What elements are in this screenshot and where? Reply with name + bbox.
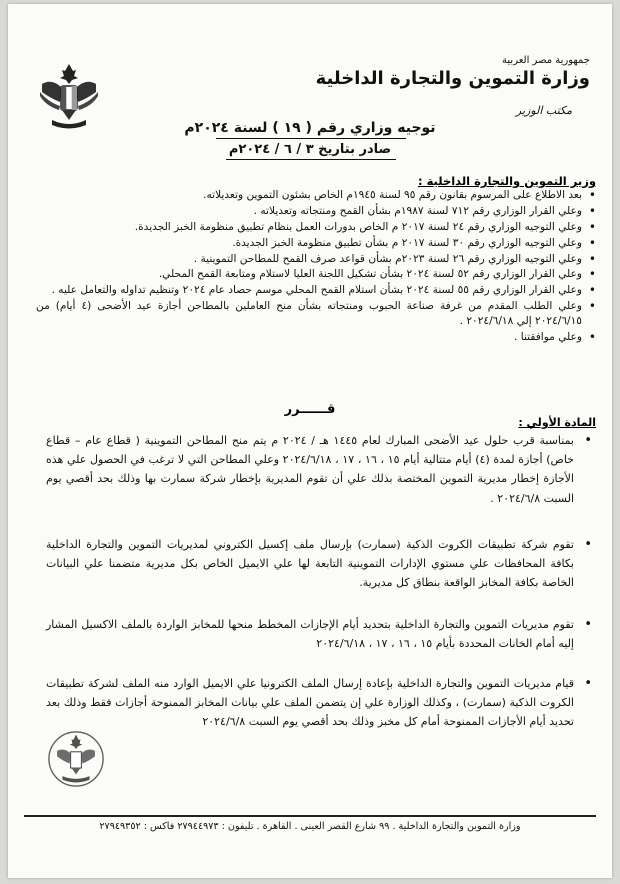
article-paragraph: • بمناسبة قرب حلول عيد الأضحى المبارك لعام ١٤٤٥ هـ / ٢٠٢٤ م يتم منح المطاحن التموينية ( قطاع عام – قطاع خاص) أجازة لمدة (٤) أيام متتالية أيام ١٥ ، ١٦ ، ١٧ ، ٢٠٢٤/٦/١٨ وعلي المطاحن التي لا ترغب في الحصول علي هذه الأجازة إخطار مديرية التموين المختصة بذلك علي أن تقوم المديرية بإخطار شركة سمارت بها وذلك بحد أقصي يوم السبت ٢٠٢٤/٦/٨ . bbox=[46, 431, 574, 508]
minister-heading: وزير التموين والتجارة الداخلية : bbox=[417, 174, 596, 188]
preamble-item: • وعلي القرار الوزاري رقم ٥٥ لسنة ٢٠٢٤ بشأن استلام القمح المحلي موسم حصاد عام ٢٠٢٤ وتنظيم تداوله والتعامل عليه . bbox=[36, 283, 596, 298]
article-paragraph: • قيام مديريات التموين والتجارة الداخلية بإعادة إرسال الملف الكترونيا علي الايميل الوارد منه الملف لشركة تطبيقات الكروت الذكية (سمارت) ، وكذلك الوزارة علي إن يتضمن الملف علي بيانات المخابز الممنوحة أجازات فقط وذلك بعد تحديد أيام الأجازات الممنوحة أمام كل مخبز وذلك بحد أقصي يوم السبت ٢٠٢٤/٦/٨ bbox=[46, 674, 574, 732]
ministry-name: وزارة التموين والتجارة الداخلية bbox=[315, 68, 590, 89]
decision-heading: قــــــرر bbox=[284, 402, 336, 417]
minister-office-label: مكتب الوزير bbox=[515, 104, 572, 117]
title-underline bbox=[216, 138, 406, 139]
article-paragraph: • تقوم مديريات التموين والتجارة الداخلية بتحديد أيام الإجازات المخطط منحها للمخابز الواردة بالملف الاكسيل المشار إليه أمام الخانات المحددة بأيام ١٥ ، ١٦ ، ١٧ ، ٢٠٢٤/٦/١٨ bbox=[46, 615, 574, 653]
article-paragraph: • تقوم شركة تطبيقات الكروت الذكية (سمارت) بإرسال ملف إكسيل الكتروني لمديريات التموين والتجارة الداخلية بكافة المحافظات علي مستوي الإدارات التموينية التابعة لها علي الايميل الخاص بكل مديرية متضمنا علي البيانات الخاصة بكافة المخابز الواقعة بنطاق كل مديرية. bbox=[46, 535, 574, 593]
preamble-item: • وعلي التوجيه الوزاري رقم ٢٤ لسنة ٢٠١٧ م الخاص بدورات العمل بنظام تطبيق منظومة الخبز الجديدة. bbox=[36, 220, 596, 235]
directive-title: توجيه وزاري رقم ( ١٩ ) لسنة ٢٠٢٤م bbox=[184, 120, 436, 136]
date-underline bbox=[226, 159, 396, 160]
article-heading: المادة الأولي : bbox=[518, 416, 596, 429]
footer-address: وزارة التموين والتجارة الداخلية . ٩٩ شارع القصر العينى . القاهرة . تليفون : ٢٧٩٤٤٩٧٣ فاكس : ٢٧٩٤٩٣٥٢ bbox=[99, 821, 521, 832]
preamble-item: • بعد الاطلاع على المرسوم بقانون رقم ٩٥ لسنة ١٩٤٥م الخاص بشئون التموين وتعديلاته. bbox=[36, 188, 596, 203]
preamble-item: • وعلي موافقتنا . bbox=[36, 330, 596, 345]
preamble-item: • وعلي الطلب المقدم من غرفة صناعة الحبوب ومنتجاته بشأن منح العاملين بالمطاحن أجازة عيد الأضحى (٤ أيام) من ٢٠٢٤/٦/١٥ إلي ٢٠٢٤/٦/١٨ . bbox=[36, 299, 596, 328]
eagle-stamp-icon bbox=[48, 726, 104, 792]
preamble-item: • وعلي التوجيه الوزاري رقم ٣٠ لسنة ٢٠١٧ م بشأن تطبيق منظومة الخبز الجديدة. bbox=[36, 236, 596, 251]
document-page bbox=[8, 4, 612, 878]
footer-divider bbox=[24, 815, 596, 817]
preamble-item: • وعلي القرار الوزاري رقم ٧١٢ لسنة ١٩٨٧م بشأن القمح ومنتجاته وتعديلاته . bbox=[36, 204, 596, 219]
republic-label: جمهورية مصر العربية bbox=[502, 55, 590, 66]
preamble-item: • وعلي القرار الوزاري رقم ٥٢ لسنة ٢٠٢٤ بشأن تشكيل اللجنة العليا لاستلام ومتابعة القمح المحلي. bbox=[36, 267, 596, 282]
preamble-item: • وعلي التوجيه الوزاري رقم ٢٦ لسنة ٢٠٢٣م بشأن قواعد صرف القمح للمطاحن التموينية . bbox=[36, 252, 596, 267]
preamble-list bbox=[36, 188, 596, 346]
issue-date: صادر بتاريخ ٣ / ٦ / ٢٠٢٤م bbox=[228, 142, 392, 157]
